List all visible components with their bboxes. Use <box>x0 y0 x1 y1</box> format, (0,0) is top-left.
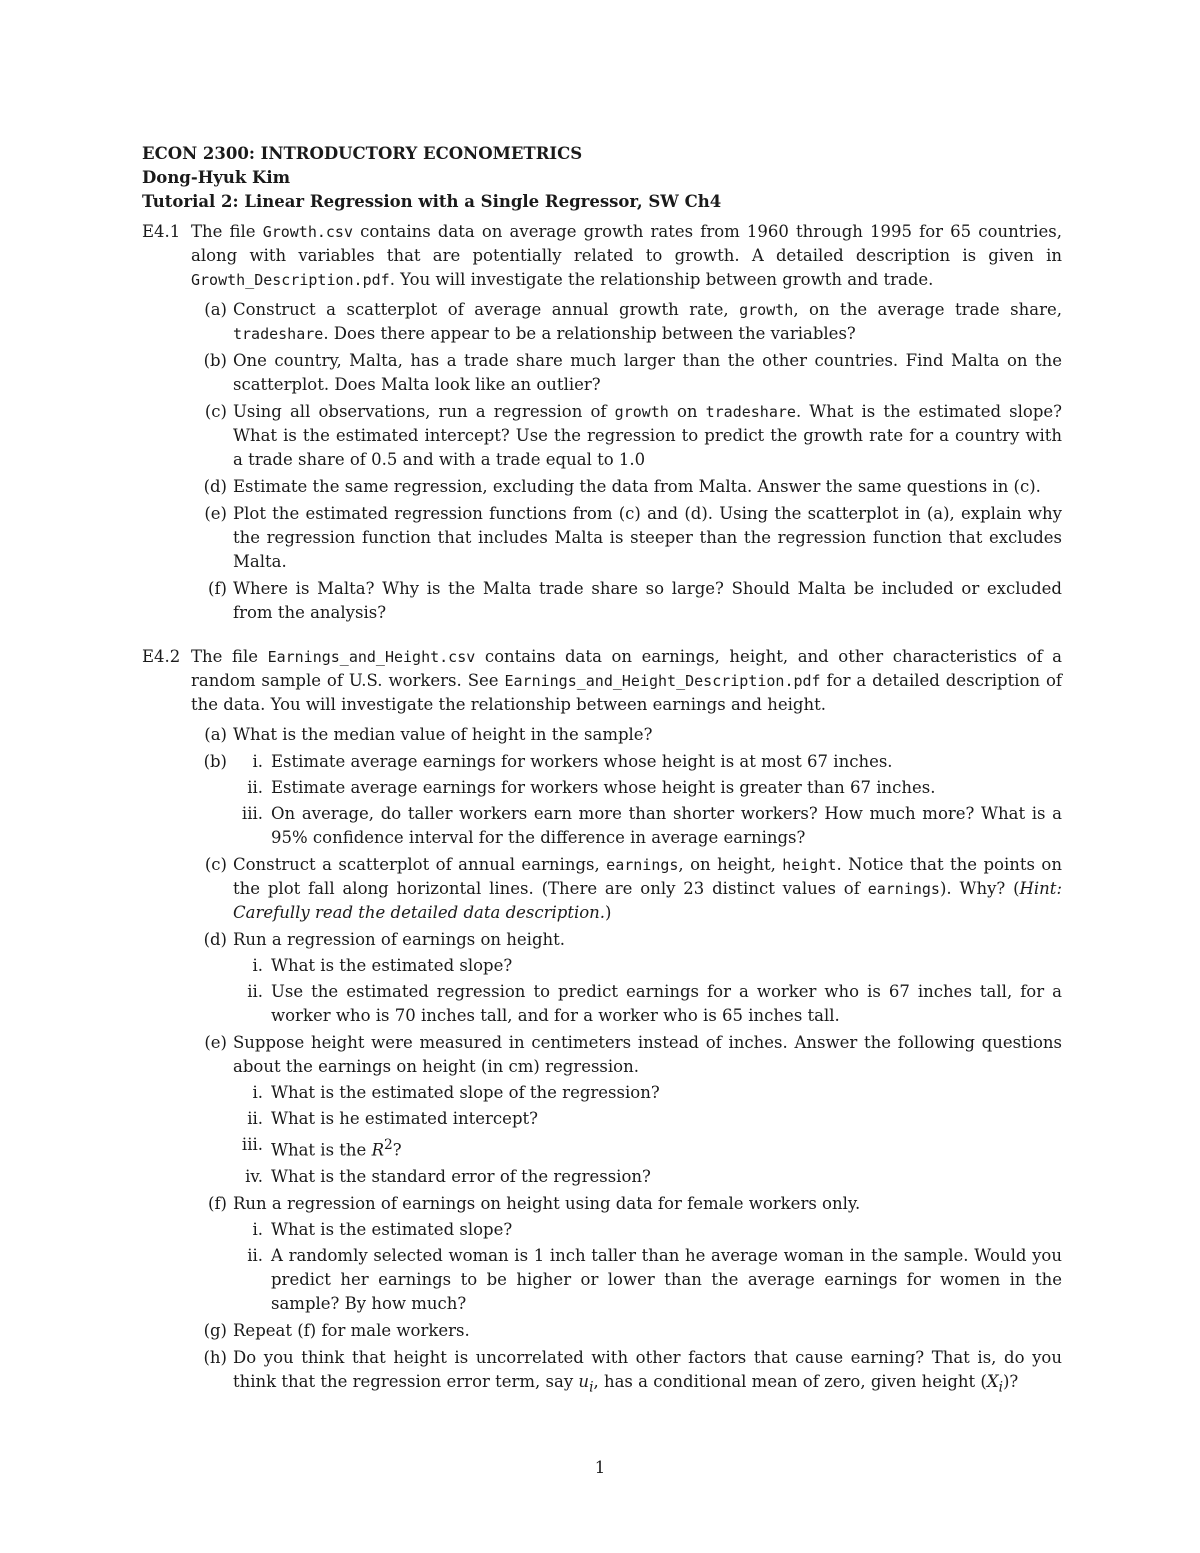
sub-question-item: i. Estimate average earnings for workers whose height is at most 67 inches. <box>252 752 893 771</box>
question-item: (b) One country, Malta, has a trade share much larger than the other countries. Find Malta on the scatterplot. Does Malta look like an outlier? <box>203 351 1062 394</box>
exercise-intro: The file Earnings_and_Height.csv contains data on earnings, height, and other characteristics of a random sample of U.S. workers. See Earnings_and_Height_Description.pdf for a detailed description of the data. You will investigate the relationship between earnings and height. <box>191 647 1063 714</box>
sub-question-item: ii. A randomly selected woman is 1 inch taller than he average woman in the sample. Would you predict her earnings to be higher or lower than the average earnings for women in the sample? By how much? <box>247 1245 1062 1313</box>
sub-question-item: ii. Use the estimated regression to predict earnings for a worker who is 67 inches tall, for a worker who is 70 inches tall, and for a worker who is 65 inches tall. <box>247 982 1062 1025</box>
file-name: Earnings_and_Height_Description.pdf <box>504 672 821 690</box>
tutorial-title: Tutorial 2: Linear Regression with a Single Regressor, SW Ch4 <box>142 192 722 211</box>
hint-text: Hint: Carefully read the detailed data description. <box>233 879 1062 922</box>
question-list <box>191 723 1062 1399</box>
question-item: (f) Run a regression of earnings on height using data for female workers only. i. What is the estimated slope? ii. A randomly selected woman is 1 inch taller than he average woman in the sample. Would you predict her earnings to be higher or lower than the average earnings for women in the sample? By how much? <box>191 1192 1062 1316</box>
sub-question-item: i. What is the estimated slope of the regression? <box>252 1083 660 1102</box>
sub-question-item: i. What is the estimated slope? <box>252 956 513 975</box>
question-item: (c) Construct a scatterplot of annual earnings, earnings, on height, height. Notice that the points on the plot fall along horizontal lines. (There are only 23 distinct values of earnings). Why? (Hint: Carefully read the detailed data description.) <box>204 855 1062 922</box>
question-item: (b) i. Estimate average earnings for workers whose height is at most 67 inches. ii. Estimate average earnings for workers whose height is greater than 67 inches. iii. On average, do taller workers earn more than shorter workers? How much more? What is a 95% confidence interval for the difference in average earnings? <box>191 750 1062 850</box>
document-page <box>142 142 1062 1399</box>
question-item: (h) Do you think that height is uncorrelated with other factors that cause earning? That is, do you think that the regression error term, say $u_i$, has a conditional mean of zero, given height $(X_i)$? <box>203 1347 1062 1395</box>
question-list <box>191 298 1062 625</box>
sub-question-list <box>233 1218 1062 1316</box>
question-item: (f) Where is Malta? Why is the Malta trade share so large? Should Malta be included or excluded from the analysis? <box>208 579 1062 622</box>
sub-question-list <box>233 954 1062 1028</box>
question-item: (c) Using all observations, run a regression of growth on tradeshare. What is the estimated slope? What is the estimated intercept? Use the regression to predict the growth rate for a country with a trade share of 0.5 and with a trade equal to 1.0 <box>204 402 1062 469</box>
course-title: ECON 2300: INTRODUCTORY ECONOMETRICS <box>142 144 583 163</box>
sub-question-item: iii. On average, do taller workers earn more than shorter workers? How much more? What is a 95% confidence interval for the difference in average earnings? <box>241 804 1062 847</box>
file-name: Growth.csv <box>262 223 353 241</box>
exercise-number: E4.1 <box>142 222 181 241</box>
exercise-e4-2 <box>142 645 1062 1399</box>
exercise-number: E4.2 <box>142 647 181 666</box>
author-name: Dong-Hyuk Kim <box>142 168 291 187</box>
page-number: 1 <box>594 1458 606 1477</box>
sub-question-item: i. What is the estimated slope? <box>252 1219 513 1239</box>
exercise-intro: The file Growth.csv contains data on average growth rates from 1960 through 1995 for 65 countries, along with variables that are potentially related to growth. A detailed description is given in Growth_Description.pdf. You will investigate the relationship between growth and trade. <box>191 222 1063 289</box>
sub-question-item: iii. What is the $R^2$? <box>241 1135 402 1160</box>
question-item: (a) Construct a scatterplot of average annual growth rate, growth, on the average trade share, tradeshare. Does there appear to be a relationship between the variables? <box>204 300 1062 343</box>
exercise-e4-1 <box>142 220 1062 625</box>
question-item: (d) Estimate the same regression, excluding the data from Malta. Answer the same questions in (c). <box>203 477 1041 496</box>
file-name: Earnings_and_Height.csv <box>267 648 476 666</box>
question-item: (a) What is the median value of height in the sample? <box>204 725 653 744</box>
question-item: (e) Suppose height were measured in centimeters instead of inches. Answer the following questions about the earnings on height (in cm) regression. i. What is the estimated slope of the regression? ii. What is he estimated intercept? iii. What is the $R^2$? iv. What is the standard error of the regression? <box>191 1031 1062 1189</box>
file-name: Growth_Description.pdf <box>191 271 390 289</box>
sub-question-list <box>233 1081 1062 1189</box>
sub-question-item: iv. What is the standard error of the regression? <box>245 1166 651 1186</box>
sub-question-item: ii. What is he estimated intercept? <box>247 1109 538 1128</box>
question-item: (e) Plot the estimated regression functions from (c) and (d). Using the scatterplot in (a), explain why the regression function that includes Malta is steeper than the regression function that excludes Malta. <box>204 504 1062 571</box>
question-item: (g) Repeat (f) for male workers. <box>203 1320 470 1340</box>
sub-question-item: ii. Estimate average earnings for workers whose height is greater than 67 inches. <box>247 778 936 797</box>
question-item: (d) Run a regression of earnings on height. i. What is the estimated slope? ii. Use the estimated regression to predict earnings for a worker who is 67 inches tall, for a worker who is 70 inches tall, and for a worker who is 65 inches tall. <box>191 928 1062 1028</box>
sub-question-list <box>233 750 1062 850</box>
